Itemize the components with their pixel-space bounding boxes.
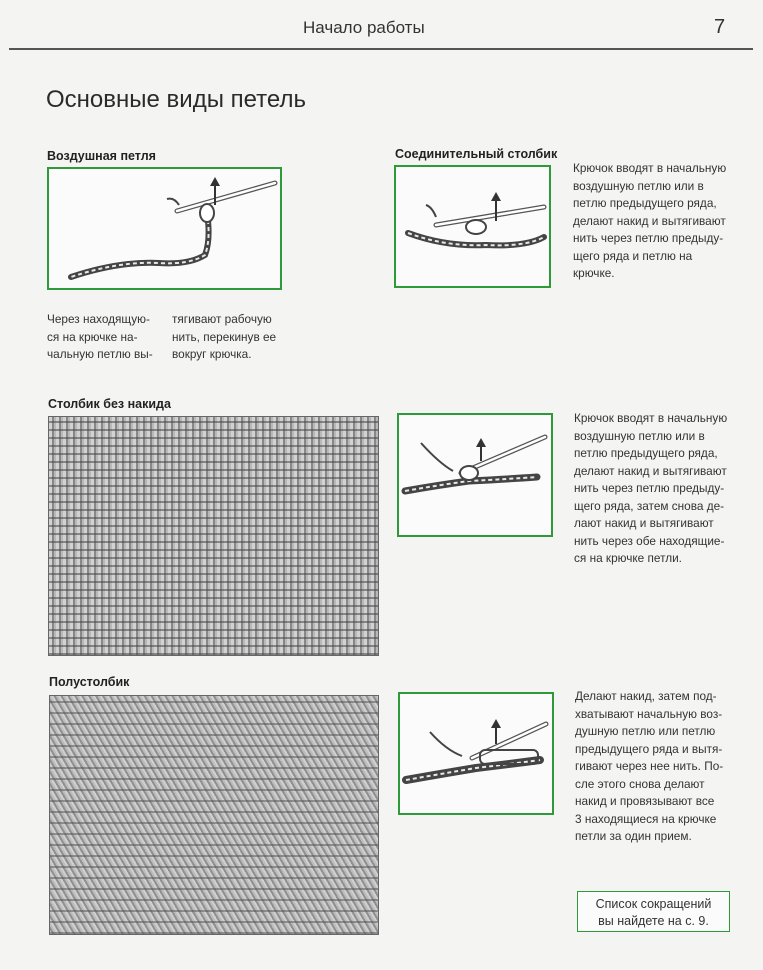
- text-line: петли за один прием.: [575, 829, 692, 843]
- text-line: Крючок вводят в начальную: [574, 411, 728, 425]
- text-line: накид и провязывают все: [575, 794, 715, 808]
- text-line: нить через обе находящие-: [574, 533, 725, 548]
- half-double-illustration: [398, 692, 554, 815]
- text-line: щего ряда и петлю на: [573, 248, 693, 263]
- chain-stitch-illustration: [47, 167, 282, 290]
- text-line: петлю предыдущего ряда,: [573, 196, 717, 210]
- text-line: 3 находящиеся на крючке: [575, 811, 717, 826]
- crochet-hook-icon: [399, 415, 551, 535]
- chain-caption-right: [172, 311, 276, 364]
- slip-stitch-illustration: [394, 165, 551, 288]
- text-line: крючке.: [573, 266, 615, 280]
- text-line: душную петлю или петлю: [575, 724, 716, 738]
- header-rule: [9, 48, 753, 50]
- single-crochet-text: [574, 410, 727, 568]
- text-line: лают накид и вытягивают: [574, 516, 714, 530]
- single-crochet-label: Столбик без накида: [48, 397, 171, 411]
- single-crochet-swatch-photo: [48, 416, 379, 656]
- text-line: Делают накид, затем под-: [575, 689, 717, 703]
- caption-line: тягивают рабочую: [172, 312, 272, 326]
- text-line: петлю предыдущего ряда,: [574, 446, 718, 460]
- chain-loops-icon: [49, 169, 280, 288]
- text-line: ся на крючке петли.: [574, 551, 682, 565]
- text-line: щего ряда, затем снова де-: [574, 498, 725, 513]
- text-line: нить через петлю предыду-: [573, 231, 724, 245]
- text-line: Крючок вводят в начальную: [573, 161, 727, 175]
- caption-line: Через находящую-: [47, 312, 150, 326]
- half-double-text: [575, 688, 723, 846]
- text-line: воздушную петлю или в: [574, 428, 705, 443]
- crochet-hook-icon: [396, 167, 549, 286]
- text-line: хватывают начальную воз-: [575, 706, 723, 721]
- page-number: 7: [714, 16, 726, 38]
- text-line: делают накид и вытягивают: [574, 463, 727, 478]
- note-line: Список сокращений: [595, 897, 712, 911]
- running-header-title: Начало работы: [303, 18, 425, 37]
- text-line: воздушную петлю или в: [573, 178, 704, 193]
- caption-line: чальную петлю вы-: [47, 347, 153, 361]
- section-title: Основные виды петель: [46, 86, 306, 113]
- chain-stitch-label: Воздушная петля: [47, 149, 156, 163]
- slip-stitch-text: [573, 160, 726, 283]
- half-double-label: Полустолбик: [49, 675, 130, 689]
- text-line: нить через петлю предыду-: [574, 481, 725, 495]
- caption-line: вокруг крючка.: [172, 347, 252, 361]
- text-line: делают накид и вытягивают: [573, 213, 726, 228]
- half-double-swatch-photo: [49, 695, 379, 935]
- crochet-hook-icon: [400, 694, 552, 813]
- abbreviations-note: [577, 891, 730, 932]
- chain-caption-left: [47, 311, 153, 364]
- single-crochet-illustration: [397, 413, 553, 537]
- slip-stitch-label: Соединительный столбик: [395, 147, 558, 161]
- text-line: предыдущего ряда и вытя-: [575, 741, 723, 756]
- text-line: сле этого снова делают: [575, 776, 705, 791]
- note-line: вы найдете на с. 9.: [598, 914, 709, 928]
- text-line: гивают через нее нить. По-: [575, 759, 724, 773]
- caption-line: нить, перекинув ее: [172, 329, 277, 344]
- caption-line: ся на крючке на-: [47, 329, 138, 344]
